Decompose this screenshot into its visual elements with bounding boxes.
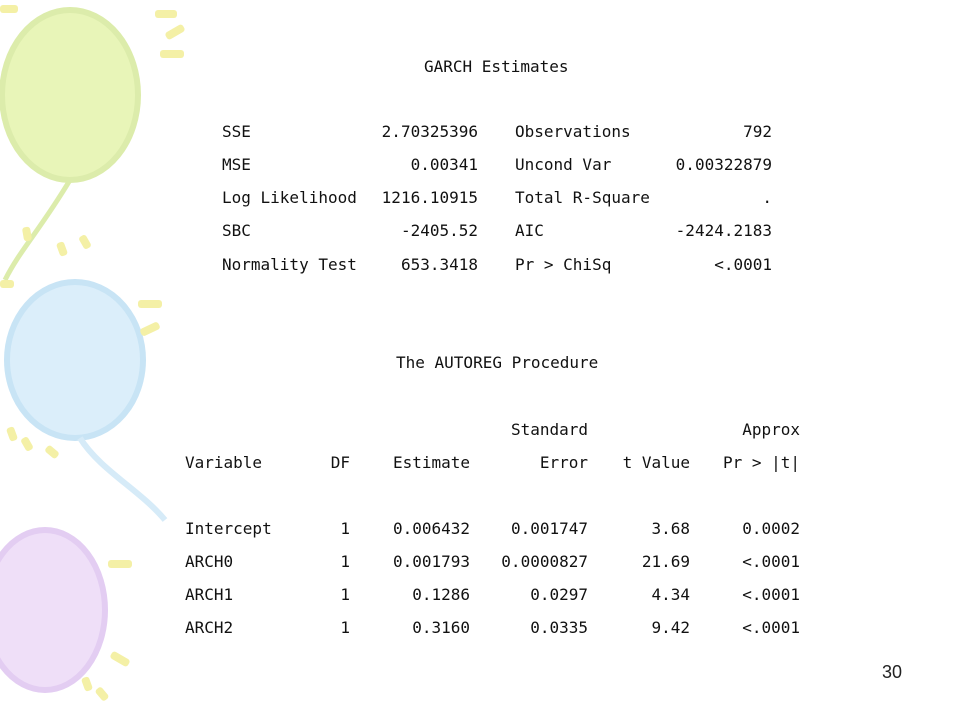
garch-label: Normality Test	[222, 255, 357, 274]
garch-value: 1216.10915	[381, 188, 478, 207]
garch-value: 0.00322879	[675, 155, 772, 174]
page-number: 30	[881, 662, 902, 682]
table-cell: 0.001747	[510, 519, 588, 538]
garch-value: 0.00341	[410, 155, 478, 174]
garch-title: GARCH Estimates	[424, 57, 569, 76]
table-cell: 1	[340, 618, 350, 637]
table-cell: <.0001	[742, 618, 800, 637]
table-cell: Intercept	[185, 519, 272, 538]
purple-balloon	[0, 530, 105, 690]
green-balloon-string	[5, 180, 70, 280]
table-cell: 0.006432	[392, 519, 470, 538]
table-cell: 0.001793	[392, 552, 470, 571]
header-approx: Approx	[742, 420, 800, 439]
column-header: Estimate	[392, 453, 470, 472]
table-cell: <.0001	[742, 585, 800, 604]
garch-label: Pr > ChiSq	[515, 255, 612, 274]
garch-label: Observations	[515, 122, 631, 141]
garch-value: 792	[743, 122, 772, 141]
table-cell: 1	[340, 552, 350, 571]
garch-value: .	[762, 188, 772, 207]
garch-value: <.0001	[714, 255, 772, 274]
table-cell: 0.0335	[530, 618, 588, 637]
column-header: Variable	[185, 453, 263, 472]
autoreg-title: The AUTOREG Procedure	[396, 353, 599, 372]
table-cell: 0.3160	[412, 618, 470, 637]
table-cell: 9.42	[651, 618, 690, 637]
table-cell: ARCH2	[185, 618, 234, 637]
table-cell: ARCH1	[185, 585, 234, 604]
blue-balloon-string	[80, 438, 165, 520]
column-header: Pr > |t|	[722, 453, 800, 472]
green-balloon	[2, 10, 138, 180]
blue-balloon	[7, 282, 143, 438]
table-cell: 0.1286	[412, 585, 470, 604]
garch-label: SBC	[222, 221, 251, 240]
table-cell: 1	[340, 519, 350, 538]
garch-label: AIC	[515, 221, 544, 240]
garch-label: Total R-Square	[515, 188, 650, 207]
header-standard: Standard	[510, 420, 588, 439]
column-header: DF	[330, 453, 350, 472]
table-cell: 0.0002	[742, 519, 800, 538]
garch-label: SSE	[222, 122, 251, 141]
table-cell: 4.34	[651, 585, 690, 604]
garch-label: Log Likelihood	[222, 188, 357, 207]
garch-label: MSE	[222, 155, 251, 174]
table-cell: 21.69	[641, 552, 690, 571]
column-header: t Value	[622, 453, 690, 472]
table-cell: 0.0000827	[501, 552, 588, 571]
garch-value: -2405.52	[400, 221, 478, 240]
table-cell: <.0001	[742, 552, 800, 571]
garch-value: -2424.2183	[675, 221, 772, 240]
garch-value: 2.70325396	[381, 122, 478, 141]
garch-label: Uncond Var	[515, 155, 612, 174]
table-cell: 3.68	[651, 519, 690, 538]
column-header: Error	[539, 453, 588, 472]
table-cell: ARCH0	[185, 552, 234, 571]
table-cell: 0.0297	[530, 585, 588, 604]
table-cell: 1	[340, 585, 350, 604]
garch-value: 653.3418	[400, 255, 478, 274]
